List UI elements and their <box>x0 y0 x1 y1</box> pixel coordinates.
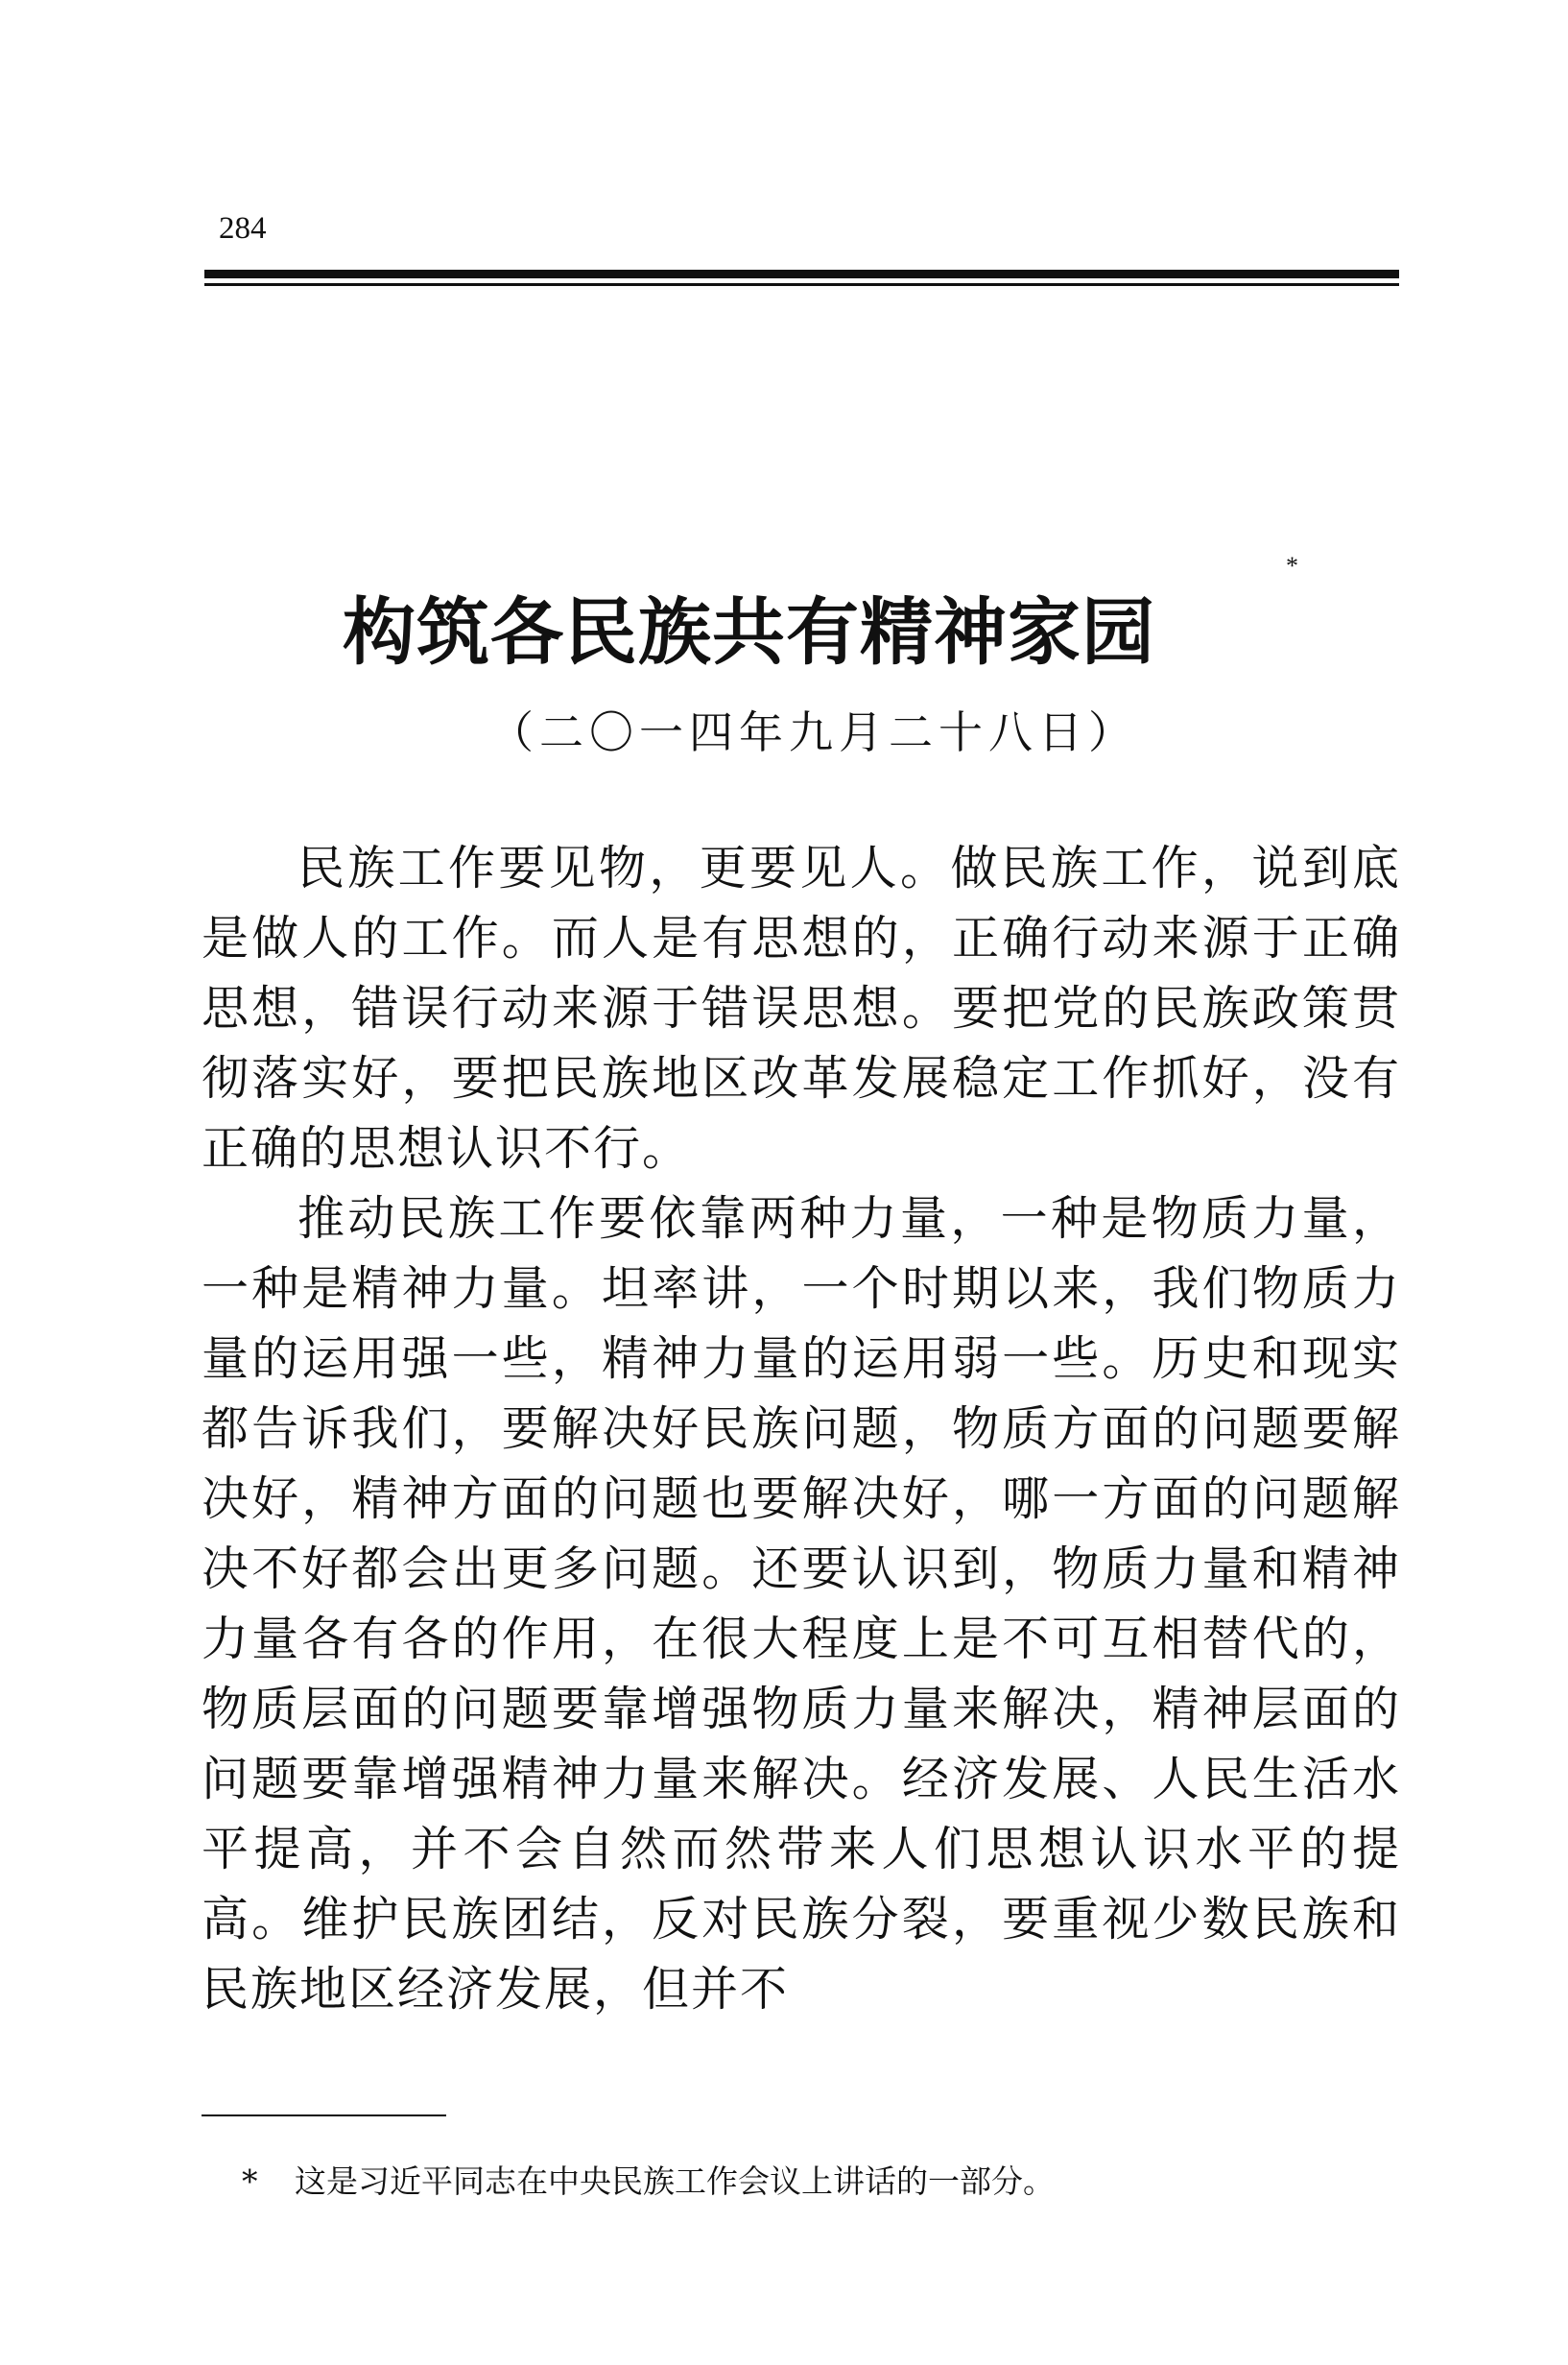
page-number: 284 <box>219 211 267 246</box>
footnote-text: 这是习近平同志在中央民族工作会议上讲话的一部分。 <box>295 2162 1055 2200</box>
header-rule-thick <box>204 270 1399 278</box>
article-date: （二〇一四年九月二十八日） <box>489 706 1138 758</box>
article-body <box>202 833 1401 2024</box>
body-paragraph-1: 民族工作要见物，更要见人。做民族工作，说到底是做人的工作。而人是有思想的，正确行动来源于正确思想，错误行动来源于错误思想。要把党的民族政策贯彻落实好，要把民族地区改革发展稳定工作抓好，没有正确的思想认识不行。 <box>202 841 1401 1176</box>
article-title: 构筑各民族共有精神家园 <box>343 588 1155 675</box>
header-rule-thin <box>204 283 1399 286</box>
footnote-rule <box>202 2114 446 2116</box>
title-footnote-mark: * <box>1286 552 1298 580</box>
footnote-mark: * <box>242 2162 258 2200</box>
body-paragraph-2: 推动民族工作要依靠两种力量，一种是物质力量，一种是精神力量。坦率讲，一个时期以来，我们物质力量的运用强一些，精神力量的运用弱一些。历史和现实都告诉我们，要解决好民族问题，物质方面的问题要解决好，精神方面的问题也要解决好，哪一方面的问题解决不好都会出更多问题。还要认识到，物质力量和精神力量各有各的作用，在很大程度上是不可互相替代的，物质层面的问题要靠增强物质力量来解决，精神层面的问题要靠增强精神力量来解决。经济发展、人民生活水平提高，并不会自然而然带来人们思想认识水平的提高。维护民族团结，反对民族分裂，要重视少数民族和民族地区经济发展，但并不 <box>202 1191 1401 2017</box>
footnote <box>242 2162 1055 2201</box>
